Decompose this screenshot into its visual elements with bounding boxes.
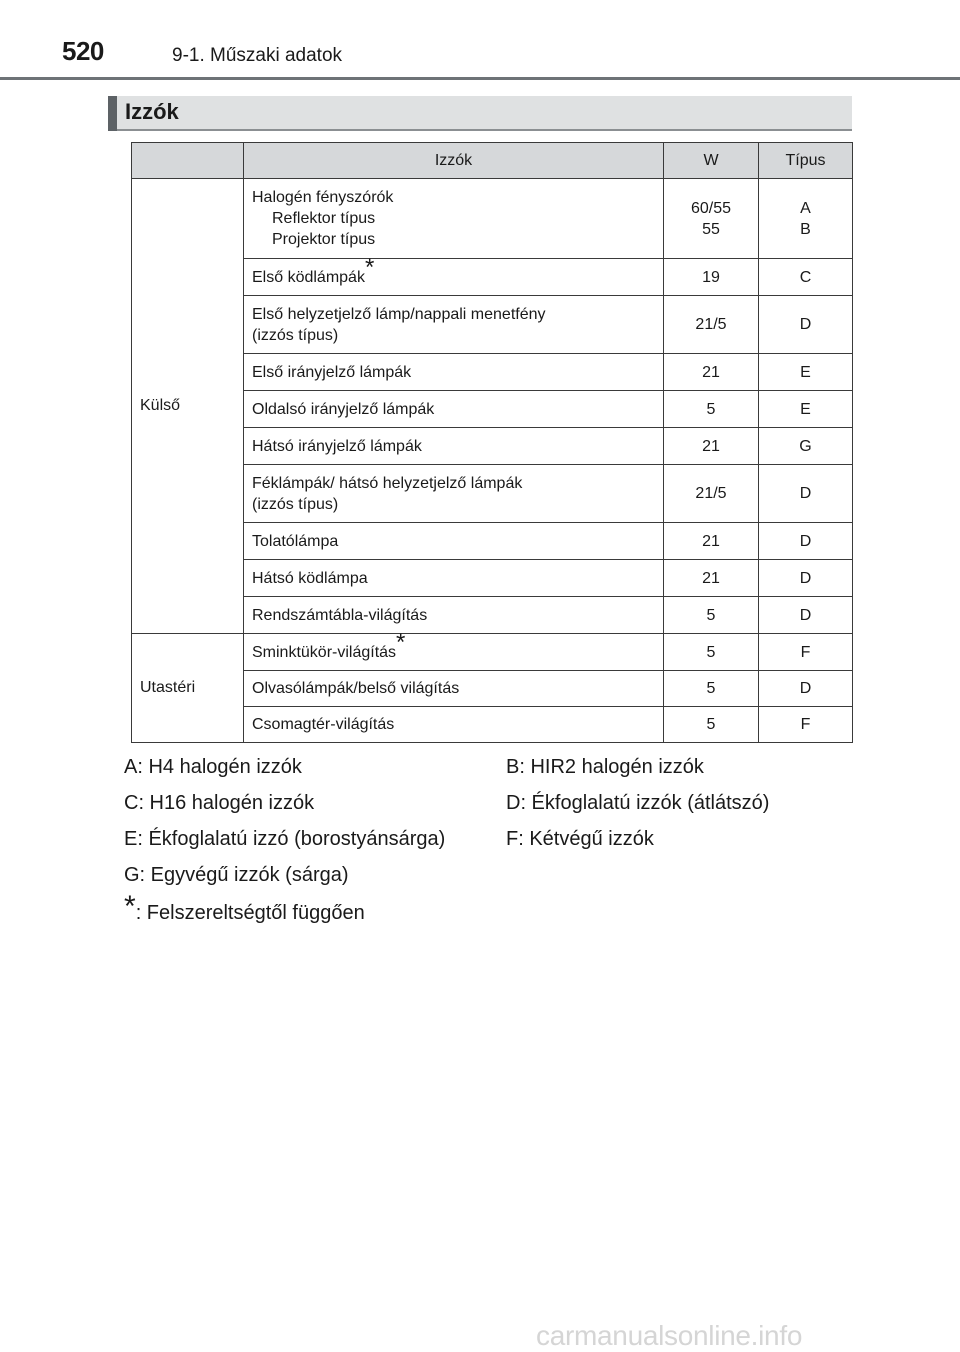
wattage-cell (664, 634, 759, 671)
bulb-name-cell (244, 253, 664, 296)
wattage-cell (664, 179, 759, 259)
bulb-type-value: B (800, 220, 811, 238)
bulb-type-cell (759, 523, 853, 560)
table-row (132, 179, 853, 259)
bulb-name-line: Első helyzetjelző lámp/nappali menetfény (252, 305, 546, 323)
wattage-cell (664, 707, 759, 743)
bulb-name-line-wrap (252, 628, 655, 663)
wattage-value: 5 (706, 680, 716, 697)
footnote-text: : Felszereltségtől függően (135, 902, 365, 924)
bulb-name-line: Hátsó irányjelző lámpák (252, 437, 422, 455)
group-label: Külső (132, 179, 244, 634)
header-divider (0, 77, 960, 80)
bulb-type-value: D (799, 532, 812, 550)
column-header-type: Típus (759, 143, 853, 179)
group-label: Utastéri (132, 634, 244, 743)
wattage-cell (664, 523, 759, 560)
bulb-type-cell (759, 597, 853, 634)
wattage-value: 21/5 (695, 485, 727, 502)
bulb-name-line-wrap (252, 253, 655, 288)
bulb-type-value: D (799, 569, 812, 587)
wattage-value: 21 (702, 532, 720, 550)
wattage-value: 5 (706, 606, 716, 624)
wattage-value: 55 (702, 220, 720, 238)
bulb-type-cell (759, 259, 853, 296)
legend-c: C: H16 halogén izzók (124, 792, 315, 814)
legend-f: F: Kétvégű izzók (506, 828, 654, 850)
wattage-cell (664, 560, 759, 597)
wattage-cell (664, 671, 759, 707)
bulb-type-cell (759, 671, 853, 707)
legend-e: E: Ékfoglalatú izzó (borostyánsárga) (124, 828, 446, 850)
heading-title: Izzók (125, 99, 179, 124)
bulb-name-line: Első ködlámpák (252, 268, 365, 286)
wattage-cell (664, 465, 759, 523)
bulb-type-value: E (800, 363, 811, 381)
bulb-type-cell (759, 354, 853, 391)
bulb-name-cell (244, 628, 664, 671)
wattage-cell (664, 597, 759, 634)
wattage-value: 60/55 (690, 199, 732, 217)
column-header-watt: W (664, 143, 759, 179)
bulb-name-cell (244, 523, 664, 560)
bulb-name-cell (244, 597, 664, 634)
legend-b: B: HIR2 halogén izzók (506, 756, 704, 778)
watermark: carmanualsonline.info (536, 1320, 803, 1351)
wattage-value: 5 (706, 716, 716, 733)
bulb-name-line: Első irányjelző lámpák (252, 363, 412, 381)
heading-bar (108, 96, 852, 131)
bulb-type-cell (759, 465, 853, 523)
wattage-value: 21 (702, 569, 720, 587)
bulb-type-value: F (800, 716, 811, 733)
bulb-name-cell (244, 560, 664, 597)
wattage-value: 21/5 (695, 316, 727, 333)
bulb-type-value: D (799, 680, 812, 697)
bulb-name-cell (244, 354, 664, 391)
bulb-name-line: Projektor típus (272, 231, 376, 248)
bulb-type-cell (759, 707, 853, 743)
bulb-name-cell (244, 428, 664, 465)
table-row (132, 634, 853, 671)
bulb-name-line: Tolatólámpa (252, 532, 339, 550)
bulb-name-cell (244, 179, 664, 259)
heading-accent (108, 96, 117, 131)
bulb-name-cell (244, 296, 664, 354)
footnote-asterisk: * (124, 890, 136, 923)
bulb-type-cell (759, 560, 853, 597)
wattage-value: 5 (706, 400, 716, 418)
legend-g: G: Egyvégű izzók (sárga) (124, 864, 349, 886)
wattage-cell (664, 391, 759, 428)
bulb-name-line: Féklámpák/ hátsó helyzetjelző lámpák (252, 474, 523, 492)
bulb-name-line: Sminktükör-világítás (252, 643, 397, 661)
bulb-type-cell (759, 296, 853, 354)
bulb-name-line: Csomagtér-világítás (252, 716, 395, 733)
bulb-type-cell (759, 179, 853, 259)
wattage-value: 19 (702, 268, 720, 286)
wattage-cell (664, 296, 759, 354)
footnote (124, 890, 365, 925)
wattage-cell (664, 428, 759, 465)
column-header-group (132, 143, 244, 179)
wattage-value: 21 (702, 437, 720, 455)
bulb-table (131, 142, 853, 743)
bulb-name-line: Hátsó ködlámpa (252, 569, 368, 587)
page-header (0, 0, 960, 80)
bulb-type-value: G (799, 437, 812, 455)
bulb-name-cell (244, 707, 664, 743)
wattage-cell (664, 259, 759, 296)
bulb-type-value: C (799, 268, 812, 286)
bulb-type-value: E (800, 400, 811, 418)
bulb-name-line: (izzós típus) (252, 326, 339, 344)
wattage-cell (664, 354, 759, 391)
bulb-name-cell (244, 391, 664, 428)
bulb-name-line: Halogén fényszórók (252, 189, 394, 206)
footnote-asterisk-marker: * (364, 253, 375, 281)
bulb-type-cell (759, 428, 853, 465)
bulb-type-cell (759, 391, 853, 428)
column-header-bulbs: Izzók (244, 143, 664, 179)
table-body (132, 179, 853, 743)
bulb-name-line: Reflektor típus (272, 210, 376, 227)
bulb-type-value: A (800, 199, 811, 217)
bulb-name-line: Oldalsó irányjelző lámpák (252, 400, 435, 418)
bulb-name-cell (244, 671, 664, 707)
bulb-name-cell (244, 465, 664, 523)
bulb-type-value: D (799, 606, 812, 624)
bulb-type-cell (759, 634, 853, 671)
footnote-asterisk-marker: * (396, 628, 406, 656)
bulb-name-line: Olvasólámpák/belső világítás (252, 680, 460, 697)
bulb-type-value: D (799, 485, 812, 502)
bulb-type-value: F (800, 643, 811, 661)
bulb-type-value: D (799, 316, 812, 333)
bulb-name-line: Rendszámtábla-világítás (252, 606, 428, 624)
table-header-row (132, 143, 853, 179)
legend-a: A: H4 halogén izzók (124, 756, 302, 778)
legend-d: D: Ékfoglalatú izzók (átlátszó) (506, 792, 770, 814)
section-title: 9-1. Műszaki adatok (172, 45, 343, 66)
wattage-value: 21 (702, 363, 720, 381)
wattage-value: 5 (706, 643, 716, 661)
page-number: 520 (62, 36, 104, 66)
bulb-name-line: (izzós típus) (252, 495, 339, 513)
